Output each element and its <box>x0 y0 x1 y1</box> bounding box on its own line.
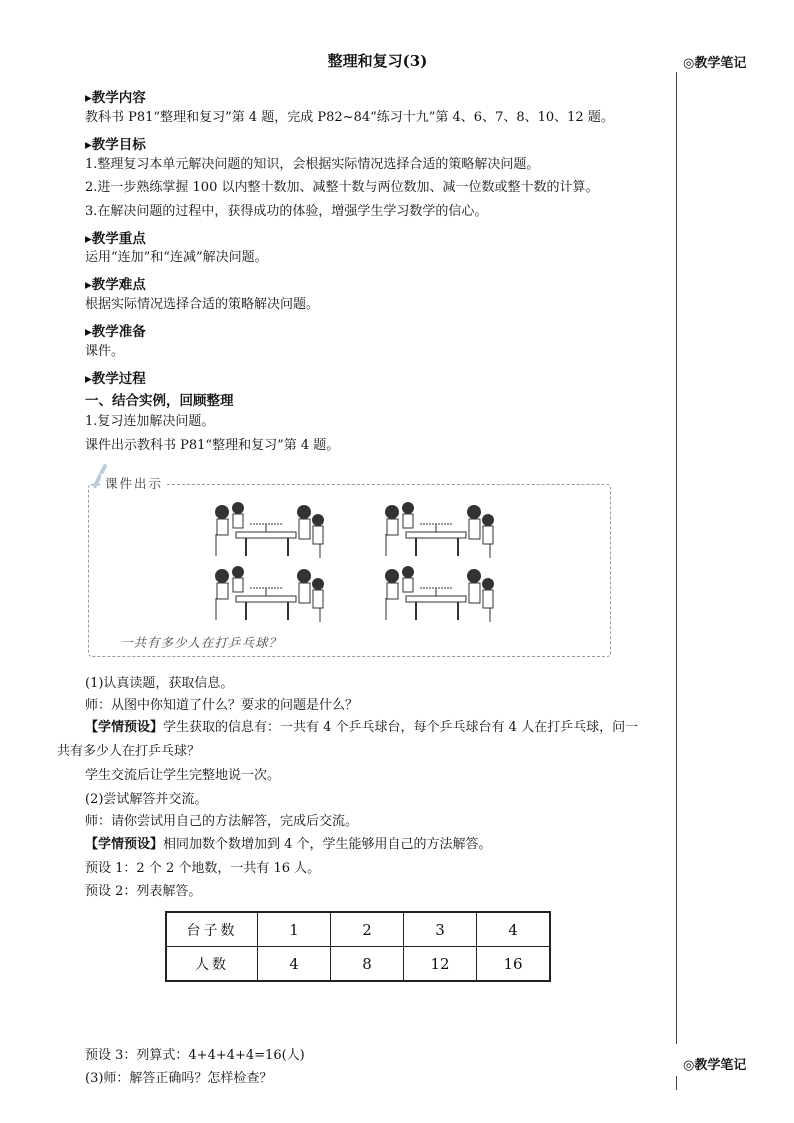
table-header-cell: 人数 <box>166 947 258 982</box>
table-cell: 1 <box>258 912 331 947</box>
section-head-content: ▸教学内容 <box>85 90 146 106</box>
page-title: 整理和复习(3) <box>327 52 428 70</box>
side-note-bottom: ◎教学笔记 <box>683 1058 747 1073</box>
table-row <box>166 947 550 982</box>
ping-pong-scene-illustration <box>208 562 333 626</box>
paragraph-continuation: 共有多少人在打乒乓球？ <box>57 744 201 759</box>
ping-pong-scene-illustration <box>378 498 503 562</box>
table-cell: 4 <box>477 912 551 947</box>
table-cell: 16 <box>477 947 551 982</box>
prep-text: 课件。 <box>85 344 125 359</box>
table-cell: 12 <box>404 947 477 982</box>
courseware-label: 课件出示 <box>101 474 167 492</box>
paragraph: 学生交流后让学生完整地说一次。 <box>85 768 281 783</box>
side-note-top: ◎教学笔记 <box>683 56 747 71</box>
learning-preset-paragraph <box>85 718 638 738</box>
key-text: 运用“连加”和“连减”解决问题。 <box>85 250 268 265</box>
part-one-head: 一、结合实例，回顾整理 <box>85 393 234 409</box>
difficulty-text: 根据实际情况选择合适的策略解决问题。 <box>85 297 320 312</box>
goal-item: 3.在解决问题的过程中，获得成功的体验，增强学生学习数学的信心。 <box>85 204 488 219</box>
paragraph: 预设 3：列算式：4+4+4+4=16(人) <box>85 1048 305 1063</box>
margin-divider-bottom <box>676 1076 677 1090</box>
ping-pong-scene-illustration <box>378 562 503 626</box>
paragraph: (3)师：解答正确吗？怎样检查？ <box>85 1071 273 1086</box>
tables-people-table <box>165 911 551 982</box>
courseware-frame <box>88 484 611 657</box>
preset-tag: 【学情预设】 <box>85 837 164 852</box>
paragraph: 预设 1：2 个 2 个地数，一共有 16 人。 <box>85 861 321 876</box>
table-cell: 3 <box>404 912 477 947</box>
paragraph: (2)尝试解答并交流。 <box>85 792 208 807</box>
table-cell: 8 <box>331 947 404 982</box>
content-text: 教科书 P81“整理和复习”第 4 题，完成 P82~84“练习十九”第 4、6、7、8、10、12 题。 <box>85 110 614 125</box>
step-one-show: 课件出示教科书 P81“整理和复习”第 4 题。 <box>85 438 340 453</box>
section-head-goals: ▸教学目标 <box>85 137 146 153</box>
learning-preset-paragraph <box>85 835 492 855</box>
paragraph: 师：从图中你知道了什么？要求的问题是什么？ <box>85 698 359 713</box>
margin-divider <box>676 72 677 1044</box>
courseware-question: 一共有多少人在打乒乓球？ <box>120 635 283 650</box>
step-one: 1.复习连加解决问题。 <box>85 414 215 429</box>
paragraph: 师：请你尝试用自己的方法解答，完成后交流。 <box>85 814 359 829</box>
preset-text: 学生获取的信息有：一共有 4 个乒乓球台，每个乒乓球台有 4 人在打乒乓球，问一 <box>163 720 639 735</box>
paragraph: 预设 2：列表解答。 <box>85 884 202 899</box>
section-head-prep: ▸教学准备 <box>85 324 146 340</box>
section-head-process: ▸教学过程 <box>85 371 146 387</box>
table-cell: 4 <box>258 947 331 982</box>
goal-item: 1.整理复习本单元解决问题的知识，会根据实际情况选择合适的策略解决问题。 <box>85 157 540 172</box>
preset-tag: 【学情预设】 <box>85 720 164 735</box>
paragraph: (1)认真读题，获取信息。 <box>85 676 234 691</box>
table-header-cell: 台子数 <box>166 912 258 947</box>
table-row <box>166 912 550 947</box>
preset-text: 相同加数个数增加到 4 个，学生能够用自己的方法解答。 <box>163 837 492 852</box>
section-head-key: ▸教学重点 <box>85 231 146 247</box>
goal-item: 2.进一步熟练掌握 100 以内整十数加、减整十数与两位数加、减一位数或整十数的计算。 <box>85 180 599 195</box>
section-head-difficulty: ▸教学难点 <box>85 277 146 293</box>
ping-pong-scene-illustration <box>208 498 333 562</box>
table-cell: 2 <box>331 912 404 947</box>
